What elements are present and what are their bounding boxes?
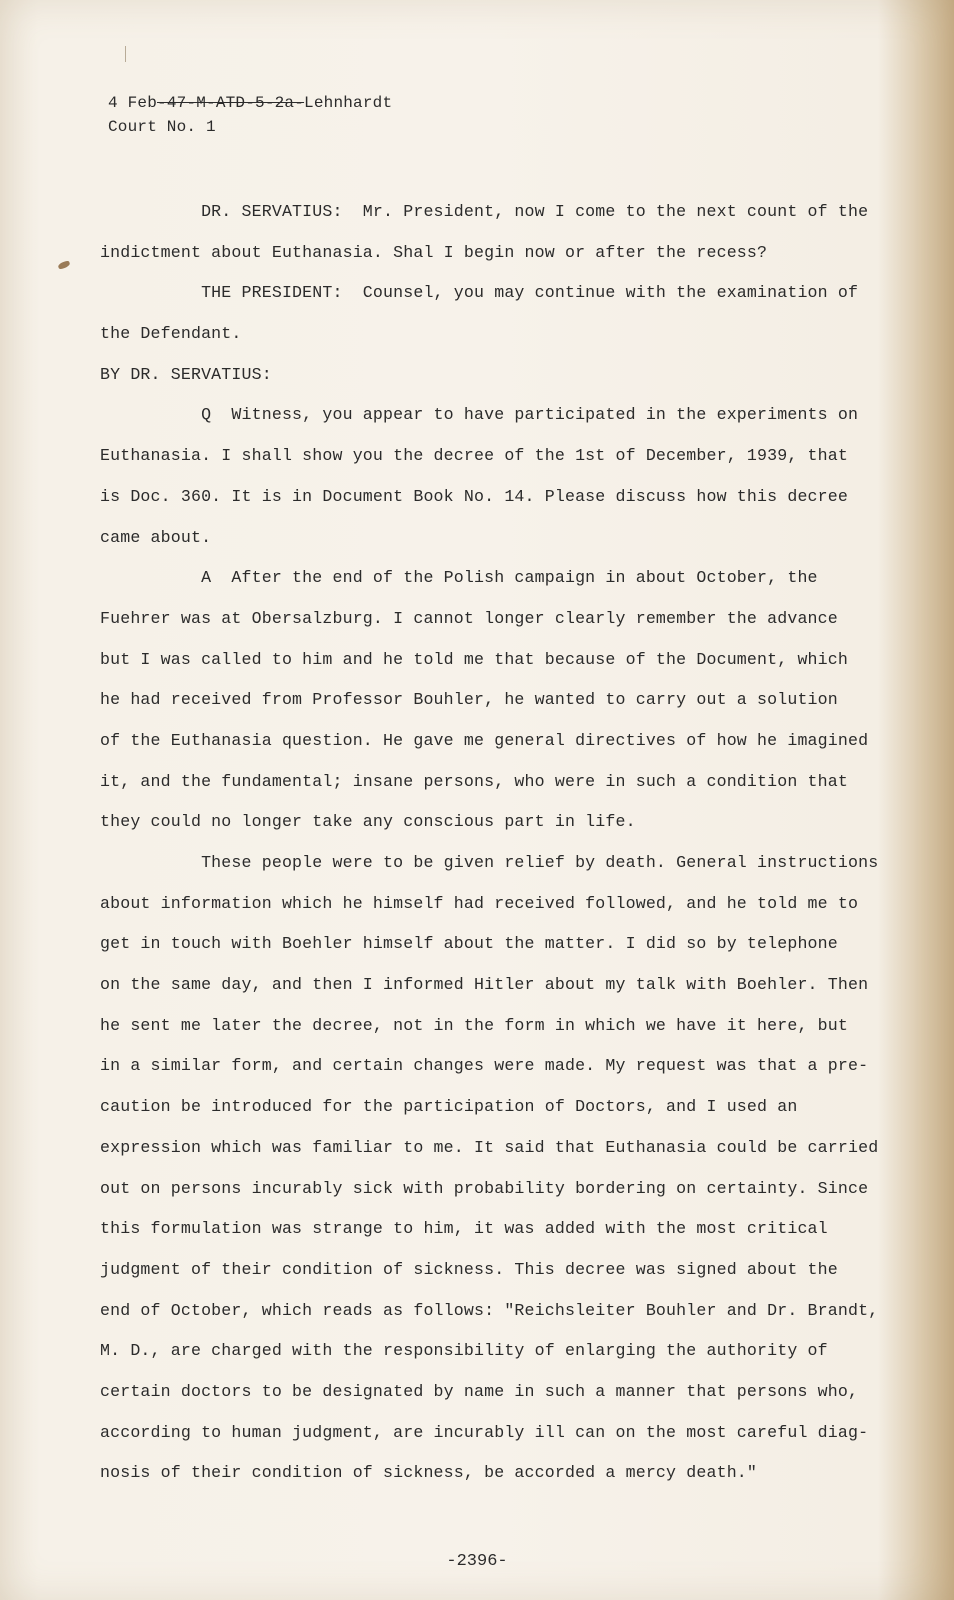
margin-ink-mark	[57, 260, 70, 270]
binding-hole-mark	[125, 46, 126, 62]
page-number: -2396-	[446, 1552, 508, 1571]
transcript-body	[100, 192, 890, 1494]
transcript-line: in a similar form, and certain changes were made. My request was that a pre-	[100, 1056, 869, 1076]
header-date-prefix: 4 Feb	[108, 94, 158, 112]
transcript-line: DR. SERVATIUS: Mr. President, now I come to the next count of the	[100, 202, 869, 221]
transcript-line: is Doc. 360. It is in Document Book No. 14. Please discuss how this decree	[100, 486, 848, 506]
header-court-line: Court No. 1	[108, 118, 216, 136]
transcript-line: M. D., are charged with the responsibility of enlarging the authority of	[100, 1341, 828, 1361]
transcript-line: THE PRESIDENT: Counsel, you may continue with the examination of	[100, 283, 859, 303]
transcript-line: indictment about Euthanasia. Shal I begin now or after the recess?	[100, 242, 768, 262]
transcript-line: certain doctors to be designated by name in such a manner that persons who,	[100, 1381, 859, 1401]
transcript-line: but I was called to him and he told me that because of the Document, which	[100, 649, 848, 669]
transcript-line: nosis of their condition of sickness, be accorded a mercy death."	[100, 1463, 758, 1483]
transcript-line: came about.	[100, 527, 212, 547]
transcript-line: end of October, which reads as follows: "Reichsleiter Bouhler and Dr. Brandt,	[100, 1300, 879, 1320]
header-date-line	[108, 94, 392, 112]
transcript-line: caution be introduced for the participation of Doctors, and I used an	[100, 1097, 798, 1117]
transcript-line: on the same day, and then I informed Hitler about my talk with Boehler. Then	[100, 975, 869, 995]
transcript-line: BY DR. SERVATIUS:	[100, 364, 272, 384]
transcript-line: get in touch with Boehler himself about the matter. I did so by telephone	[100, 934, 838, 954]
transcript-line: about information which he himself had received followed, and he told me to	[100, 893, 859, 913]
transcript-line: Euthanasia. I shall show you the decree of the 1st of December, 1939, that	[100, 446, 848, 466]
transcript-line: expression which was familiar to me. It said that Euthanasia could be carried	[100, 1137, 879, 1157]
transcript-line: they could no longer take any conscious part in life.	[100, 812, 636, 832]
transcript-line: it, and the fundamental; insane persons, who were in such a condition that	[100, 771, 848, 791]
transcript-line: judgment of their condition of sickness. This decree was signed about the	[100, 1259, 838, 1279]
transcript-line: Fuehrer was at Obersalzburg. I cannot longer clearly remember the advance	[100, 608, 838, 628]
transcript-line: he had received from Professor Bouhler, he wanted to carry out a solution	[100, 690, 838, 710]
header-struck-code: -47-M-ATD-5-2a-	[157, 94, 305, 112]
transcript-line: Q Witness, you appear to have participated in the experiments on	[100, 405, 859, 425]
transcript-line: he sent me later the decree, not in the form in which we have it here, but	[100, 1015, 848, 1035]
transcript-line: A After the end of the Polish campaign in about October, the	[100, 568, 818, 588]
header-stenographer: Lehnhardt	[304, 94, 393, 112]
transcript-line: this formulation was strange to him, it was added with the most critical	[100, 1219, 828, 1239]
transcript-line: These people were to be given relief by death. General instructions	[100, 853, 879, 872]
transcript-line: according to human judgment, are incurably ill can on the most careful diag-	[100, 1422, 869, 1442]
transcript-line: of the Euthanasia question. He gave me general directives of how he imagined	[100, 730, 869, 750]
transcript-line: out on persons incurably sick with probability bordering on certainty. Since	[100, 1178, 869, 1198]
transcript-line: the Defendant.	[100, 324, 242, 344]
